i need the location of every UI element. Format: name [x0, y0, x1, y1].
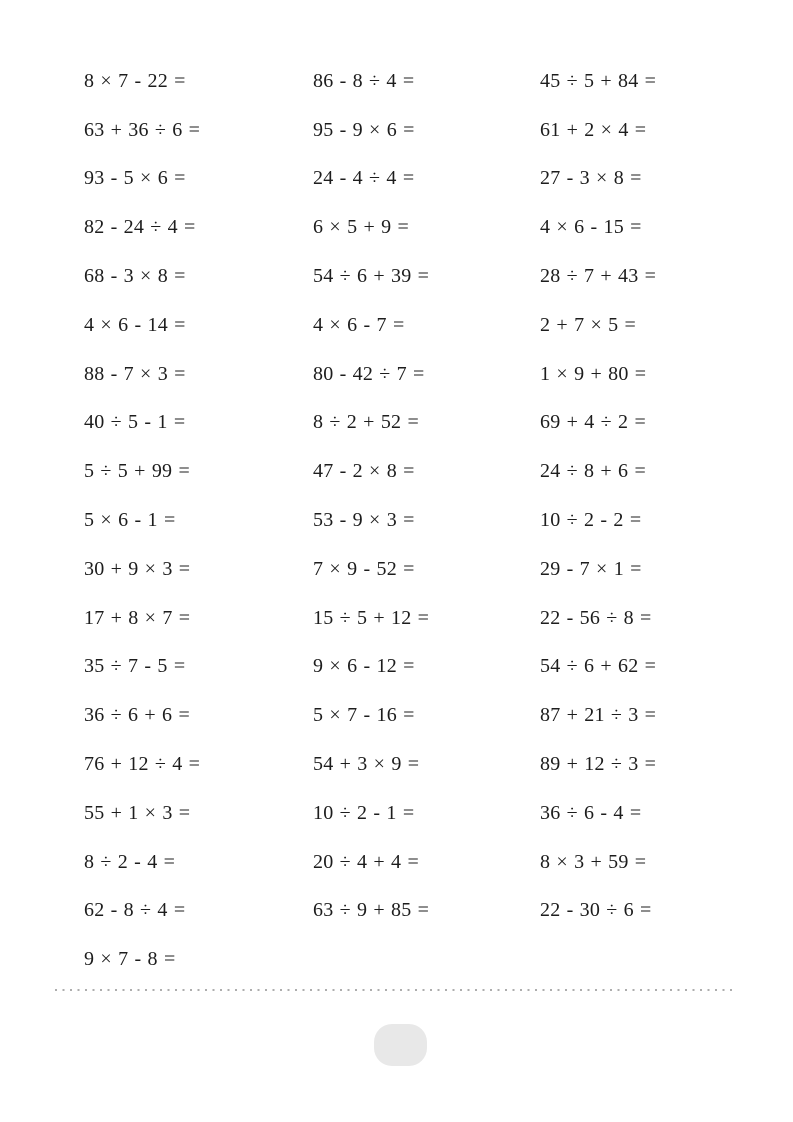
- problem: 10 ÷ 2 - 2 =: [540, 509, 642, 532]
- problem: 40 ÷ 5 - 1 =: [84, 411, 186, 434]
- problem: 54 ÷ 6 + 62 =: [540, 655, 657, 678]
- problem: 6 × 5 + 9 =: [313, 216, 410, 239]
- problem: 36 ÷ 6 - 4 =: [540, 801, 642, 824]
- problem-grid: [0, 57, 793, 984]
- problem-row: [0, 252, 793, 301]
- problem: 4 × 6 - 7 =: [313, 313, 405, 336]
- problem: 30 + 9 × 3 =: [84, 557, 191, 580]
- problem: 86 - 8 ÷ 4 =: [313, 69, 415, 92]
- problem: 27 - 3 × 8 =: [540, 167, 642, 190]
- dotted-divider: [55, 989, 737, 991]
- problem: 22 - 56 ÷ 8 =: [540, 606, 652, 629]
- problem: 8 ÷ 2 - 4 =: [84, 850, 176, 873]
- problem: 4 × 6 - 14 =: [84, 313, 186, 336]
- problem-row: [0, 57, 793, 106]
- problem: 93 - 5 × 6 =: [84, 167, 186, 190]
- problem-row: [0, 496, 793, 545]
- problem: 36 ÷ 6 + 6 =: [84, 704, 190, 727]
- problem-row: [0, 399, 793, 448]
- problem: 28 ÷ 7 + 43 =: [540, 265, 657, 288]
- problem: 5 × 6 - 1 =: [84, 509, 176, 532]
- problem: 82 - 24 ÷ 4 =: [84, 216, 196, 239]
- problem: 9 × 7 - 8 =: [84, 948, 176, 971]
- problem: 62 - 8 ÷ 4 =: [84, 899, 186, 922]
- problem: 54 ÷ 6 + 39 =: [313, 265, 430, 288]
- problem-row: [0, 350, 793, 399]
- problem: 47 - 2 × 8 =: [313, 460, 415, 483]
- problem: 45 ÷ 5 + 84 =: [540, 69, 657, 92]
- problem-row: [0, 594, 793, 643]
- problem: 53 - 9 × 3 =: [313, 509, 415, 532]
- problem: 7 × 9 - 52 =: [313, 557, 415, 580]
- problem: 1 × 9 + 80 =: [540, 362, 647, 385]
- problem: 63 + 36 ÷ 6 =: [84, 118, 201, 141]
- problem: 24 - 4 ÷ 4 =: [313, 167, 415, 190]
- problem: 4 × 6 - 15 =: [540, 216, 642, 239]
- problem: 5 ÷ 5 + 99 =: [84, 460, 190, 483]
- problem: 69 + 4 ÷ 2 =: [540, 411, 646, 434]
- problem: 80 - 42 ÷ 7 =: [313, 362, 425, 385]
- problem-row: [0, 447, 793, 496]
- problem-row: [0, 203, 793, 252]
- problem: 35 ÷ 7 - 5 =: [84, 655, 186, 678]
- problem: 8 × 7 - 22 =: [84, 69, 186, 92]
- problem-row: [0, 301, 793, 350]
- problem: 22 - 30 ÷ 6 =: [540, 899, 652, 922]
- problem-row: [0, 935, 793, 984]
- problem: 24 ÷ 8 + 6 =: [540, 460, 646, 483]
- problem: 5 × 7 - 16 =: [313, 704, 415, 727]
- problem: 89 + 12 ÷ 3 =: [540, 753, 657, 776]
- problem: 95 - 9 × 6 =: [313, 118, 415, 141]
- problem: 2 + 7 × 5 =: [540, 313, 637, 336]
- problem: 88 - 7 × 3 =: [84, 362, 186, 385]
- problem: 10 ÷ 2 - 1 =: [313, 801, 415, 824]
- problem-row: [0, 789, 793, 838]
- problem: 63 ÷ 9 + 85 =: [313, 899, 430, 922]
- problem: 54 + 3 × 9 =: [313, 753, 420, 776]
- problem: 17 + 8 × 7 =: [84, 606, 191, 629]
- problem: 29 - 7 × 1 =: [540, 557, 642, 580]
- problem: 15 ÷ 5 + 12 =: [313, 606, 430, 629]
- problem-row: [0, 740, 793, 789]
- problem: 87 + 21 ÷ 3 =: [540, 704, 657, 727]
- problem-row: [0, 838, 793, 887]
- problem-row: [0, 155, 793, 204]
- problem: 8 × 3 + 59 =: [540, 850, 647, 873]
- problem: 9 × 6 - 12 =: [313, 655, 415, 678]
- problem-row: [0, 691, 793, 740]
- problem: 20 ÷ 4 + 4 =: [313, 850, 419, 873]
- problem: 61 + 2 × 4 =: [540, 118, 647, 141]
- problem-row: [0, 887, 793, 936]
- problem: 8 ÷ 2 + 52 =: [313, 411, 419, 434]
- problem-row: [0, 106, 793, 155]
- problem-row: [0, 545, 793, 594]
- problem: 76 + 12 ÷ 4 =: [84, 753, 201, 776]
- problem-row: [0, 643, 793, 692]
- floating-pill-indicator: [374, 1024, 427, 1066]
- problem: 55 + 1 × 3 =: [84, 801, 191, 824]
- problem: 68 - 3 × 8 =: [84, 265, 186, 288]
